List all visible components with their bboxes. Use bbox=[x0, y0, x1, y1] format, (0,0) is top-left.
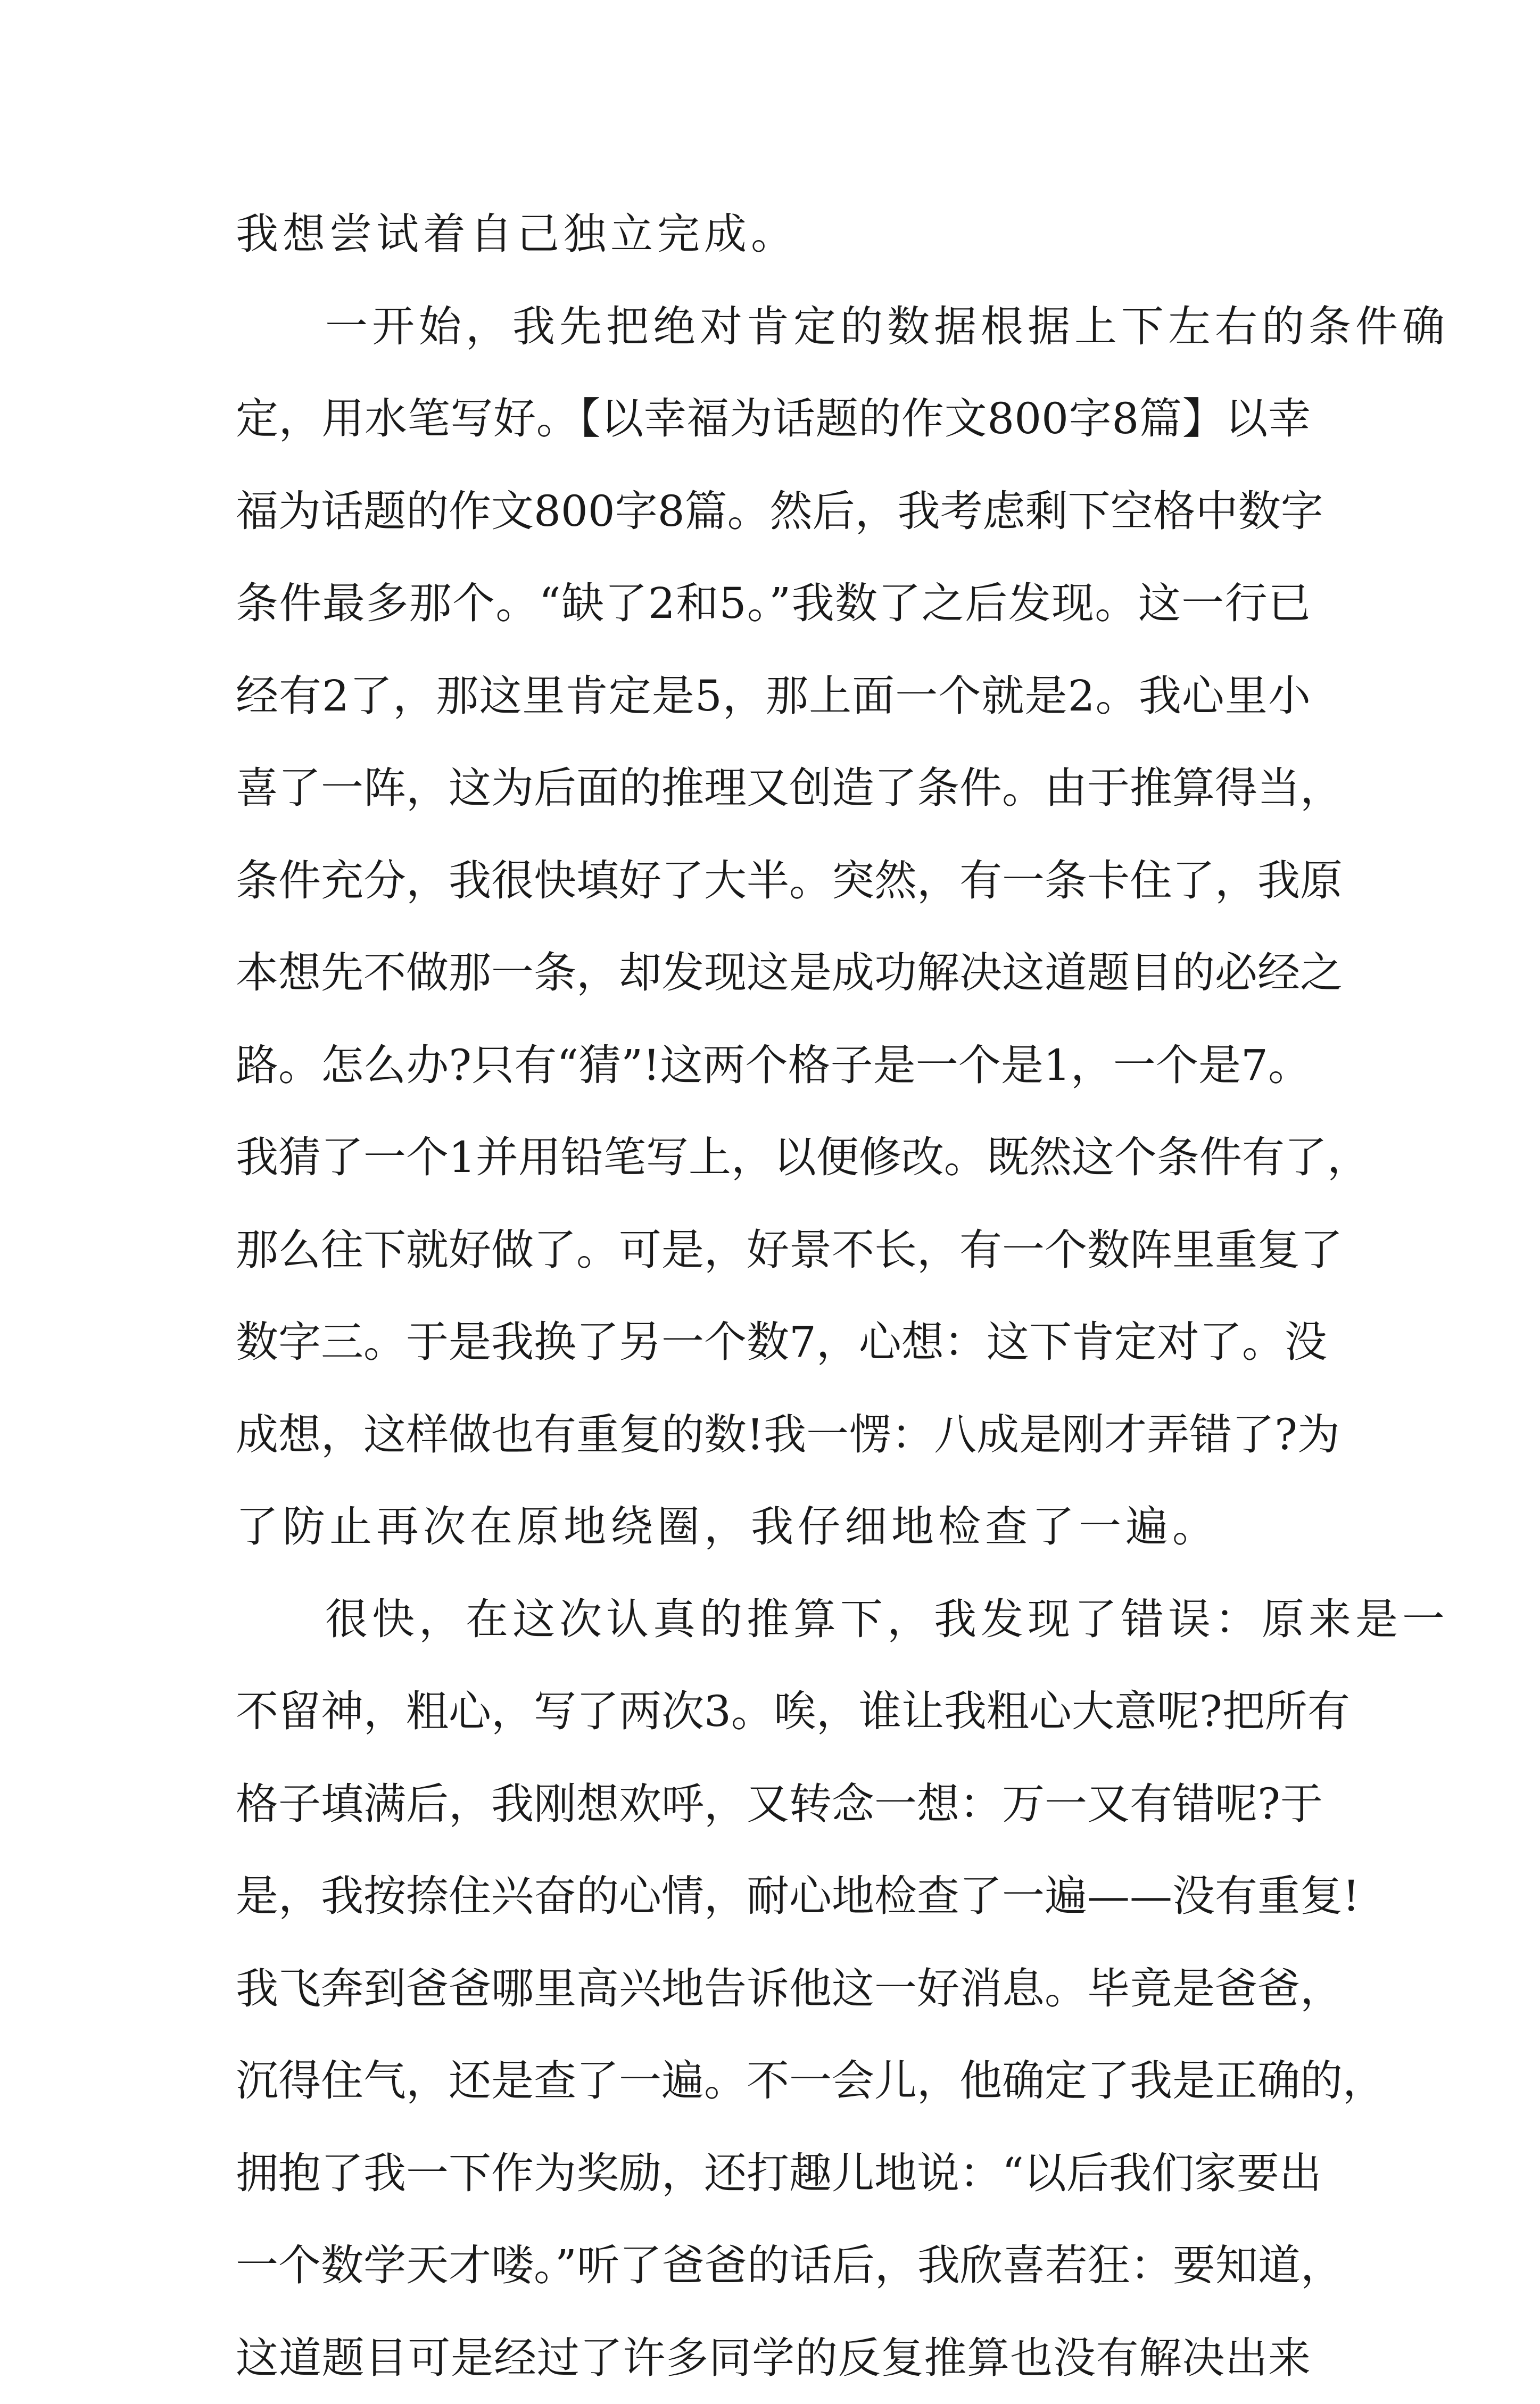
text-line: 我猜了一个1并用铅笔写上，以便修改。既然这个条件有了， bbox=[236, 1111, 1311, 1204]
text-line: 数字三。于是我换了另一个数7，心想：这下肯定对了。没 bbox=[236, 1296, 1311, 1389]
text-line: 一个数学天才喽。”听了爸爸的话后，我欣喜若狂：要知道， bbox=[236, 2219, 1311, 2312]
text-line: 了防止再次在原地绕圈，我仔细地检查了一遍。 bbox=[236, 1481, 1311, 1573]
text-line: 不留神，粗心，写了两次3。唉，谁让我粗心大意呢?把所有 bbox=[236, 1665, 1311, 1758]
text-line: 那么往下就好做了。可是，好景不长，有一个数阵里重复了 bbox=[236, 1204, 1311, 1296]
text-line: 成想，这样做也有重复的数!我一愣：八成是刚才弄错了?为 bbox=[236, 1389, 1311, 1481]
text-line: 拥抱了我一下作为奖励，还打趣儿地说：“以后我们家要出 bbox=[236, 2127, 1311, 2220]
text-line: 这道题目可是经过了许多同学的反复推算也没有解决出来 bbox=[236, 2312, 1311, 2404]
text-line: 定，用水笔写好。【以幸福为话题的作文800字8篇】以幸 bbox=[236, 373, 1311, 465]
text-line: 经有2了，那这里肯定是5，那上面一个就是2。我心里小 bbox=[236, 650, 1311, 742]
text-line: 是，我按捺住兴奋的心情，耐心地检查了一遍——没有重复! bbox=[236, 1850, 1311, 1943]
text-line: 我想尝试着自己独立完成。 bbox=[236, 188, 1311, 280]
paragraph-start-line: 很快，在这次认真的推算下，我发现了错误：原来是一 bbox=[236, 1573, 1311, 1666]
text-line: 喜了一阵，这为后面的推理又创造了条件。由于推算得当， bbox=[236, 742, 1311, 835]
text-line: 我飞奔到爸爸哪里高兴地告诉他这一好消息。毕竟是爸爸， bbox=[236, 1943, 1311, 2035]
paragraph-start-line: 一开始，我先把绝对肯定的数据根据上下左右的条件确 bbox=[236, 280, 1311, 373]
text-line: 条件最多那个。“缺了2和5。”我数了之后发现。这一行已 bbox=[236, 557, 1311, 650]
text-line: 格子填满后，我刚想欢呼，又转念一想：万一又有错呢?于 bbox=[236, 1758, 1311, 1850]
text-line: 本想先不做那一条，却发现这是成功解决这道题目的必经之 bbox=[236, 927, 1311, 1019]
text-line: 路。怎么办?只有“猜”!这两个格子是一个是1，一个是7。 bbox=[236, 1019, 1311, 1112]
text-line: 福为话题的作文800字8篇。然后，我考虑剩下空格中数字 bbox=[236, 465, 1311, 558]
text-line: 沉得住气，还是查了一遍。不一会儿，他确定了我是正确的， bbox=[236, 2035, 1311, 2127]
essay-body bbox=[236, 188, 1311, 2404]
text-line: 条件充分，我很快填好了大半。突然，有一条卡住了，我原 bbox=[236, 835, 1311, 927]
